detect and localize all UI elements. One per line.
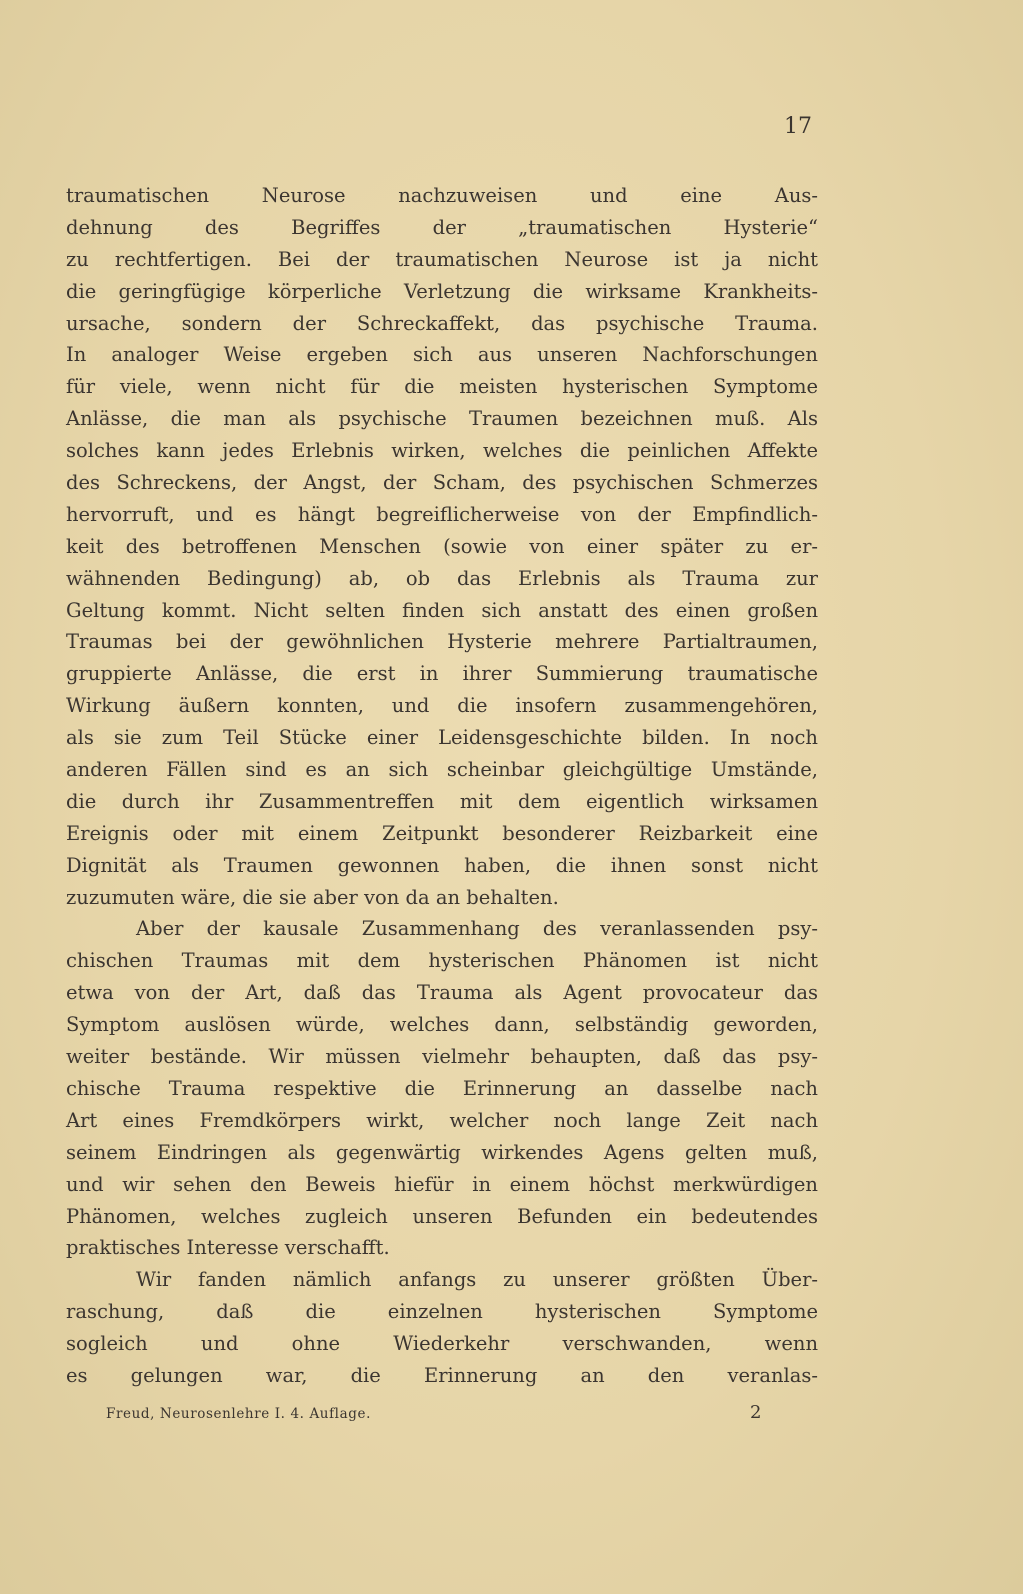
text-line: Traumas bei der gewöhnlichen Hysterie mehrere Partialtraumen,	[66, 630, 818, 654]
text-line: keit des betroffenen Menschen (sowie von einer später zu er-	[66, 534, 818, 558]
text-line: ursache, sondern der Schreckaffekt, das psychische Trauma.	[66, 311, 818, 335]
text-line: chischen Traumas mit dem hysterischen Phänomen ist nicht	[66, 949, 818, 973]
text-line: als sie zum Teil Stücke einer Leidensgeschichte bilden. In noch	[66, 726, 818, 750]
text-line: die geringfügige körperliche Verletzung die wirksame Krankheits-	[66, 279, 818, 303]
text-line: und wir sehen den Beweis hiefür in einem höchst merkwürdigen	[66, 1172, 818, 1196]
text-line: etwa von der Art, daß das Trauma als Agent provocateur das	[66, 981, 818, 1005]
text-line: Dignität als Traumen gewonnen haben, die ihnen sonst nicht	[66, 853, 818, 877]
text-line: Aber der kausale Zusammenhang des veranlassenden psy-	[136, 917, 818, 941]
footer-reference: Freud, Neurosenlehre I. 4. Auflage.	[106, 1406, 371, 1422]
text-line: Wir fanden nämlich anfangs zu unserer größten Über-	[136, 1268, 818, 1292]
text-line: traumatischen Neurose nachzuweisen und eine Aus-	[66, 184, 818, 207]
text-line: für viele, wenn nicht für die meisten hysterischen Symptome	[66, 375, 818, 399]
text-line: Anlässe, die man als psychische Traumen bezeichnen muß. Als	[66, 407, 818, 431]
text-line: zuzumuten wäre, die sie aber von da an behalten.	[66, 885, 559, 909]
text-line: dehnung des Begriffes der „traumatischen Hysterie“	[66, 215, 818, 239]
text-line: sogleich und ohne Wiederkehr verschwanden, wenn	[66, 1332, 818, 1356]
text-line: wähnenden Bedingung) ab, ob das Erlebnis als Trauma zur	[66, 566, 818, 590]
body-text	[66, 180, 818, 1392]
text-line: anderen Fällen sind es an sich scheinbar gleichgültige Umstände,	[66, 758, 818, 782]
text-line: hervorruft, und es hängt begreiflicherweise von der Empfindlich-	[66, 502, 818, 526]
text-line: es gelungen war, die Erinnerung an den veranlas-	[66, 1363, 818, 1387]
text-line: solches kann jedes Erlebnis wirken, welches die peinlichen Affekte	[66, 439, 818, 463]
text-line: In analoger Weise ergeben sich aus unseren Nachforschungen	[66, 343, 818, 367]
text-line: des Schreckens, der Angst, der Scham, des psychischen Schmerzes	[66, 471, 818, 495]
text-line: chische Trauma respektive die Erinnerung an dasselbe nach	[66, 1076, 818, 1100]
text-line: weiter bestände. Wir müssen vielmehr behaupten, daß das psy-	[66, 1045, 818, 1069]
text-line: seinem Eindringen als gegenwärtig wirkendes Agens gelten muß,	[66, 1140, 818, 1164]
text-line: die durch ihr Zusammentreffen mit dem eigentlich wirksamen	[66, 789, 818, 813]
text-line: praktisches Interesse verschafft.	[66, 1236, 390, 1260]
text-line: gruppierte Anlässe, die erst in ihrer Summierung traumatische	[66, 662, 818, 686]
text-line: Geltung kommt. Nicht selten finden sich anstatt des einen großen	[66, 598, 818, 622]
text-line: raschung, daß die einzelnen hysterischen Symptome	[66, 1300, 818, 1324]
text-line: Art eines Fremdkörpers wirkt, welcher noch lange Zeit nach	[66, 1108, 818, 1132]
text-line: Ereignis oder mit einem Zeitpunkt besonderer Reizbarkeit eine	[66, 821, 818, 845]
text-line: Phänomen, welches zugleich unseren Befunden ein bedeutendes	[66, 1204, 818, 1228]
text-line: zu rechtfertigen. Bei der traumatischen Neurose ist ja nicht	[66, 247, 818, 271]
signature-mark: 2	[750, 1402, 762, 1423]
text-line: Wirkung äußern konnten, und die insofern zusammengehören,	[66, 694, 818, 718]
page-number: 17	[784, 114, 812, 139]
text-line: Symptom auslösen würde, welches dann, selbständig geworden,	[66, 1013, 818, 1037]
